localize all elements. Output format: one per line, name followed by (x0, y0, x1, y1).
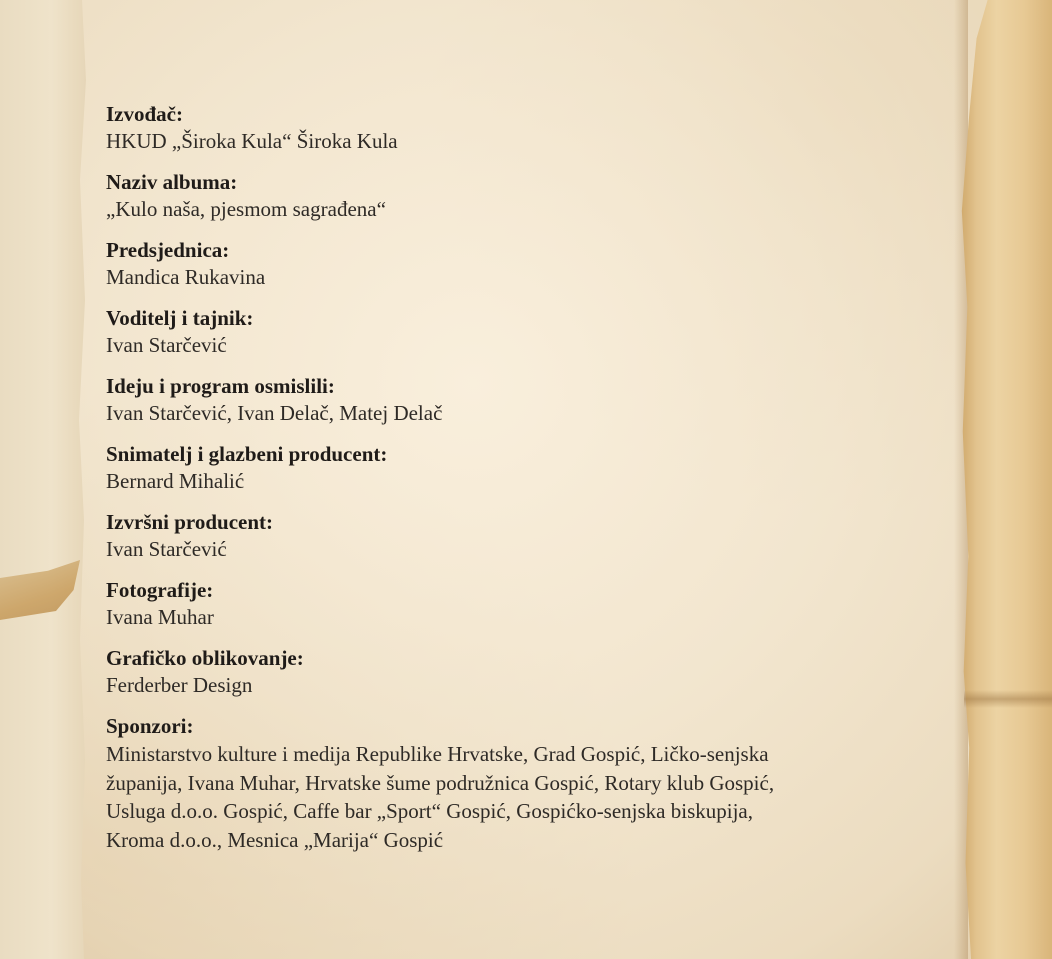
credit-label: Voditelj i tajnik: (106, 306, 254, 330)
credit-label: Sponzori: (106, 714, 194, 738)
credit-graphic-design (106, 644, 936, 699)
right-torn-edge (960, 0, 1052, 959)
credit-executive-producer (106, 508, 936, 563)
credit-label: Grafičko oblikovanje: (106, 646, 304, 670)
credit-label: Izvođač: (106, 102, 183, 126)
credit-leader-secretary (106, 304, 936, 359)
sponsor-line: Usluga d.o.o. Gospić, Caffe bar „Sport“ Gospić, Gospićko-senjska biskupija, (106, 799, 754, 823)
credit-value: HKUD „Široka Kula“ Široka Kula (106, 129, 398, 153)
sponsor-line: Kroma d.o.o., Mesnica „Marija“ Gospić (106, 827, 444, 852)
credit-recording-producer (106, 440, 936, 495)
sponsor-line: Ministarstvo kulture i medija Republike Hrvatske, Grad Gospić, Ličko-senjska (106, 742, 769, 766)
right-edge-fold (964, 690, 1052, 708)
credit-label: Izvršni producent: (106, 510, 274, 534)
credit-label: Predsjednica: (106, 238, 230, 262)
credit-label: Ideju i program osmislili: (106, 374, 335, 398)
credit-president (106, 236, 936, 291)
credit-label: Snimatelj i glazbeni producent: (106, 442, 388, 466)
credit-value: Bernard Mihalić (106, 469, 245, 493)
left-paper-strip (0, 0, 86, 959)
credit-photography (106, 576, 936, 631)
credit-label: Fotografije: (106, 578, 214, 602)
credit-sponsors (106, 712, 936, 854)
credit-idea-program (106, 372, 936, 427)
credit-value: Ivan Starčević, Ivan Delač, Matej Delač (106, 401, 443, 425)
credit-label: Naziv albuma: (106, 170, 238, 194)
credit-value: Mandica Rukavina (106, 265, 266, 289)
sponsor-line: županija, Ivana Muhar, Hrvatske šume podružnica Gospić, Rotary klub Gospić, (106, 770, 775, 795)
credit-value: Ivana Muhar (106, 605, 214, 629)
credits-list (106, 100, 936, 867)
credit-value-sponsors (106, 740, 936, 854)
credit-performer (106, 100, 936, 155)
credit-value: Ivan Starčević (106, 537, 227, 561)
credit-value: Ivan Starčević (106, 333, 227, 357)
credit-value: Ferderber Design (106, 673, 253, 697)
credit-value: „Kulo naša, pjesmom sagrađena“ (106, 197, 386, 221)
credit-album-name (106, 168, 936, 223)
